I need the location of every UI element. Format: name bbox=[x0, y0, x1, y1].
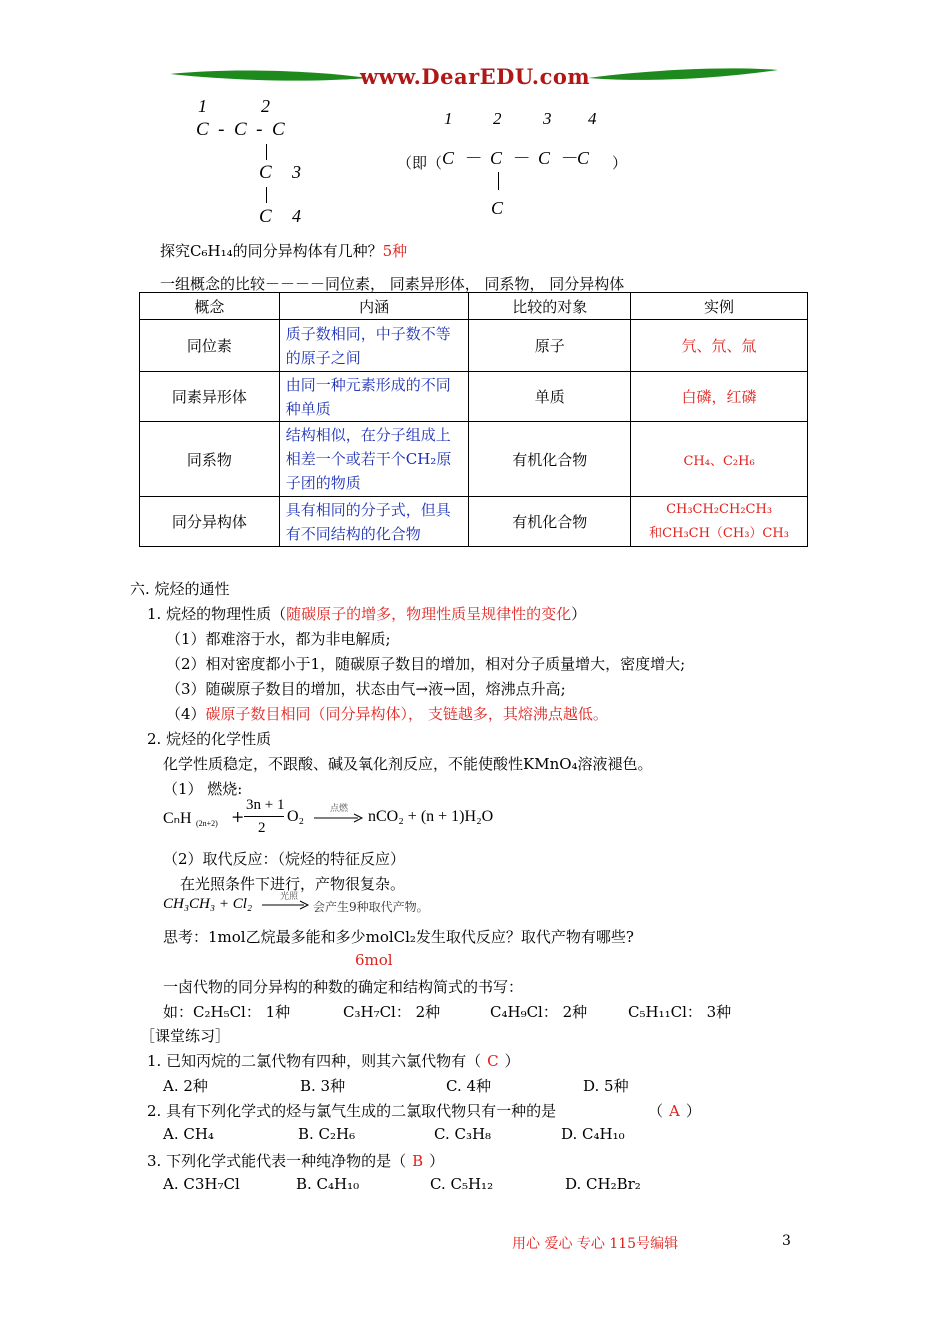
heading-close: ） bbox=[571, 605, 587, 623]
halide-example: C₃H₇Cl： 2种 bbox=[343, 1003, 441, 1021]
meaning-cell: 结构相似，在分子组成上相差一个或若干个CH₂原子团的物质 bbox=[279, 422, 469, 497]
reaction-condition: 光照 bbox=[280, 892, 299, 902]
carbon-number-1: 1 bbox=[198, 96, 207, 116]
isomer-question bbox=[160, 240, 407, 261]
question-answer: B bbox=[412, 1152, 424, 1170]
question-answer: C bbox=[487, 1052, 499, 1070]
reaction-arrow-icon bbox=[262, 899, 310, 911]
halide-example: 如：C₂H₅Cl： 1种 bbox=[163, 1003, 291, 1021]
table-header: 概念 bbox=[140, 293, 280, 320]
object-cell: 单质 bbox=[469, 372, 631, 422]
chain-number: 4 bbox=[588, 109, 597, 128]
list-item bbox=[166, 703, 608, 724]
table-row bbox=[140, 422, 808, 497]
halide-title: 一卤代物的同分异构的种数的确定和结构简式的书写： bbox=[163, 978, 524, 996]
example-line: CH₃CH₂CH₂CH₃ bbox=[666, 501, 773, 517]
option: D. C₄H₁₀ bbox=[561, 1125, 625, 1143]
ethane-chlorine: CH₃CH₃ + Cl₂ bbox=[163, 896, 253, 912]
option: B. 3种 bbox=[300, 1077, 346, 1095]
question-close: ） bbox=[429, 1152, 445, 1170]
halide-example: C₄H₉Cl： 2种 bbox=[490, 1003, 588, 1021]
question-stem: 3. 下列化学式能代表一种纯净物的是（ bbox=[147, 1152, 407, 1170]
table-header-row bbox=[140, 293, 808, 320]
question-open: （ bbox=[648, 1102, 664, 1120]
heading-label: 1. 烷烃的物理性质（ bbox=[147, 605, 287, 623]
table-header: 比较的对象 bbox=[469, 293, 631, 320]
halide-example: C₅H₁₁Cl： 3种 bbox=[628, 1003, 732, 1021]
compare-title: 一组概念的比较－－－－同位素， 同素异形体， 同系物， 同分异构体 bbox=[160, 275, 625, 293]
table-header: 内涵 bbox=[279, 293, 469, 320]
question-close: ） bbox=[685, 1102, 701, 1120]
practice-question bbox=[147, 1100, 556, 1121]
example-cell: CH₄、C₂H₆ bbox=[631, 422, 808, 497]
practice-question bbox=[147, 1150, 444, 1171]
option: C. C₅H₁₂ bbox=[430, 1175, 494, 1193]
question-answer: A bbox=[669, 1102, 680, 1120]
chain-number: 1 bbox=[444, 109, 453, 128]
reaction-condition: 点燃 bbox=[330, 804, 349, 814]
table-row bbox=[140, 372, 808, 422]
substitution-result: 会产生9种取代产物。 bbox=[313, 900, 429, 914]
alkane-subscript: (2n+2) bbox=[196, 819, 218, 828]
list-item: （2）相对密度都小于1，随碳原子数目的增加，相对分子质量增大，密度增大; bbox=[166, 655, 686, 673]
fraction-bar bbox=[244, 816, 284, 817]
physical-properties-heading bbox=[147, 603, 586, 624]
combustion-label: （1） 燃烧: bbox=[163, 780, 243, 798]
think-answer: 6mol bbox=[355, 951, 393, 969]
example-cell: 氕、氘、氚 bbox=[631, 320, 808, 372]
object-cell: 有机化合物 bbox=[469, 422, 631, 497]
concept-cell: 同系物 bbox=[140, 422, 280, 497]
carbon-number-2: 2 bbox=[261, 96, 270, 116]
bond-line bbox=[266, 187, 267, 203]
item-note: 碳原子数目相同（同分异构体）， 支链越多，其熔沸点越低。 bbox=[205, 705, 608, 723]
chemical-description: 化学性质稳定，不跟酸、碱及氧化剂反应，不能使酸性KMnO₄溶液褪色。 bbox=[163, 755, 653, 773]
option: B. C₄H₁₀ bbox=[296, 1175, 360, 1193]
option: A. 2种 bbox=[163, 1077, 208, 1095]
option: B. C₂H₆ bbox=[298, 1125, 356, 1143]
oxygen-formula: O₂ bbox=[287, 808, 305, 825]
item-label: （4） bbox=[166, 705, 206, 723]
list-item: （3）随碳原子数目的增加，状态由气→液→固，熔沸点升高; bbox=[166, 680, 566, 698]
option: A. CH₄ bbox=[163, 1125, 214, 1143]
example-cell bbox=[631, 497, 808, 547]
option: D. 5种 bbox=[583, 1077, 629, 1095]
carbon-number-4: 4 bbox=[292, 206, 301, 226]
practice-question bbox=[147, 1050, 520, 1071]
object-cell: 有机化合物 bbox=[469, 497, 631, 547]
option: A. C3H₇Cl bbox=[163, 1175, 240, 1193]
answer-bracket bbox=[648, 1100, 701, 1121]
concept-cell: 同素异形体 bbox=[140, 372, 280, 422]
reaction-arrow-icon bbox=[314, 812, 364, 824]
option: C. 4种 bbox=[446, 1077, 492, 1095]
chemical-properties-heading: 2. 烷烃的化学性质 bbox=[147, 730, 272, 748]
example-cell: 白磷，红磷 bbox=[631, 372, 808, 422]
paren-open: （即（ bbox=[397, 154, 443, 172]
fraction-numerator: 3n + 1 bbox=[246, 797, 285, 813]
meaning-cell: 质子数相同，中子数不等的原子之间 bbox=[279, 320, 469, 372]
meaning-cell: 由同一种元素形成的不同种单质 bbox=[279, 372, 469, 422]
object-cell: 原子 bbox=[469, 320, 631, 372]
chain-number: 3 bbox=[543, 109, 552, 128]
comparison-table bbox=[139, 292, 808, 547]
table-header: 实例 bbox=[631, 293, 808, 320]
practice-title: ［课堂练习］ bbox=[140, 1027, 231, 1045]
substitution-label: （2）取代反应：（烷烃的特征反应） bbox=[163, 850, 406, 868]
chain-number: 2 bbox=[493, 109, 502, 128]
site-name[interactable]: www.DearEDU.com bbox=[360, 64, 591, 89]
alkane-formula: CₙH bbox=[163, 810, 192, 827]
bond-line bbox=[266, 144, 267, 160]
main-chain: C - C - C bbox=[196, 119, 285, 140]
branch-carbon: C bbox=[491, 198, 504, 218]
isomer-question-text: 探究C₆H₁₄的同分异构体有几种？ bbox=[160, 242, 383, 260]
option: C. C₃H₈ bbox=[434, 1125, 492, 1143]
combustion-products: nCO₂ + (n + 1)H₂O bbox=[368, 808, 494, 825]
table-row bbox=[140, 320, 808, 372]
question-close: ） bbox=[504, 1052, 520, 1070]
meaning-cell: 具有相同的分子式，但具有不同结构的化合物 bbox=[279, 497, 469, 547]
fraction-denominator: 2 bbox=[258, 820, 266, 836]
concept-cell: 同位素 bbox=[140, 320, 280, 372]
paren-close: ） bbox=[612, 154, 628, 172]
plus-sign: + bbox=[231, 807, 245, 826]
page-number: 3 bbox=[782, 1233, 791, 1249]
question-stem: 1. 已知丙烷的二氯代物有四种，则其六氯代物有（ bbox=[147, 1052, 482, 1070]
carbon-number-3: 3 bbox=[292, 162, 301, 182]
header-banner bbox=[168, 64, 780, 96]
section-title: 六. 烷烃的通性 bbox=[130, 580, 230, 598]
chain-formula: C － C － C －C bbox=[442, 148, 590, 168]
footer-text: 用心 爱心 专心 115号编辑 bbox=[512, 1236, 679, 1252]
branch-carbon-3: C bbox=[259, 162, 272, 183]
bond-line bbox=[498, 172, 499, 190]
list-item: （1）都难溶于水，都为非电解质; bbox=[166, 630, 391, 648]
substitution-description: 在光照条件下进行，产物很复杂。 bbox=[180, 875, 406, 893]
branch-carbon-4: C bbox=[259, 206, 272, 227]
question-stem: 2. 具有下列化学式的烃与氯气生成的二氯取代物只有一种的是 bbox=[147, 1102, 557, 1120]
heading-note: 随碳原子的增多，物理性质呈规律性的变化 bbox=[286, 605, 572, 623]
isomer-answer: 5种 bbox=[382, 242, 408, 260]
table-row bbox=[140, 497, 808, 547]
think-question: 思考：1mol乙烷最多能和多少molCl₂发生取代反应？取代产物有哪些? bbox=[163, 928, 634, 946]
concept-cell: 同分异构体 bbox=[140, 497, 280, 547]
option: D. CH₂Br₂ bbox=[565, 1175, 641, 1193]
example-line: 和CH₃CH（CH₃）CH₃ bbox=[649, 525, 789, 541]
